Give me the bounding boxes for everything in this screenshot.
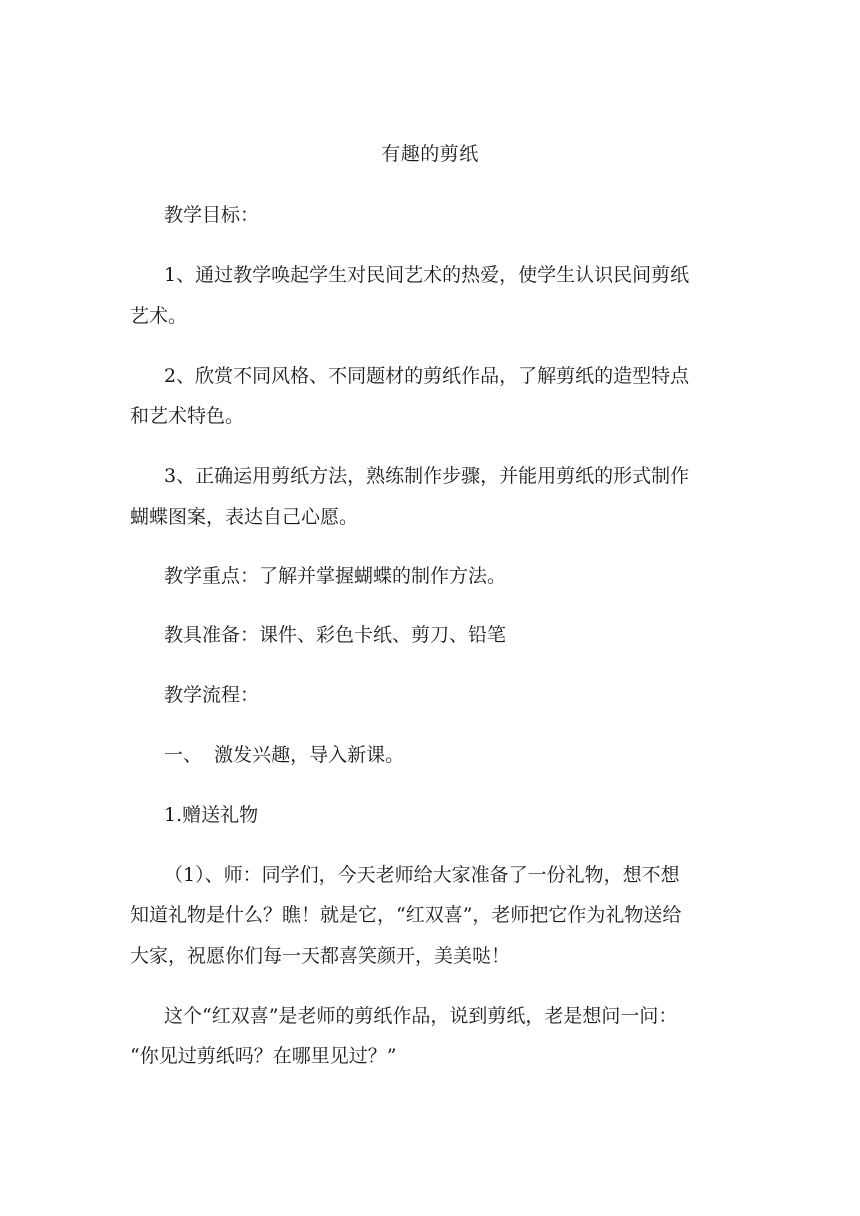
paragraph-line: 艺术。	[130, 305, 188, 327]
paragraph-line: 3、正确运用剪纸方法，熟练制作步骤，并能用剪纸的形式制作	[164, 465, 690, 487]
paragraph-line: 知道礼物是什么？瞧！就是它，“红双喜”，老师把它作为礼物送给	[130, 904, 682, 926]
paragraph-line: 这个“红双喜”是老师的剪纸作品，说到剪纸，老是想问一问：	[164, 1005, 678, 1027]
sub-step-heading: 1.赠送礼物	[164, 804, 259, 826]
paragraph-line: 和艺术特色。	[130, 405, 245, 427]
materials-line: 教具准备：课件、彩色卡纸、剪刀、铅笔	[164, 624, 507, 646]
key-point-line: 教学重点：了解并掌握蝴蝶的制作方法。	[164, 565, 507, 587]
paragraph-line: “你见过剪纸吗？在哪里见过？”	[130, 1045, 397, 1067]
paragraph-line: 1、通过教学唤起学生对民间艺术的热爱，使学生认识民间剪纸	[164, 264, 690, 286]
section-heading-objectives: 教学目标：	[164, 204, 260, 226]
document-title: 有趣的剪纸	[381, 143, 479, 165]
paragraph-line: 大家，祝愿你们每一天都喜笑颜开，美美哒！	[130, 945, 511, 967]
section-heading-process: 教学流程：	[164, 684, 260, 706]
step-heading: 一、 激发兴趣，导入新课。	[164, 744, 405, 766]
paragraph-line: （1）、师：同学们，今天老师给大家准备了一份礼物，想不想	[164, 864, 680, 886]
paragraph-line: 2、欣赏不同风格、不同题材的剪纸作品，了解剪纸的造型特点	[164, 365, 690, 387]
paragraph-line: 蝴蝶图案，表达自己心愿。	[130, 506, 359, 528]
